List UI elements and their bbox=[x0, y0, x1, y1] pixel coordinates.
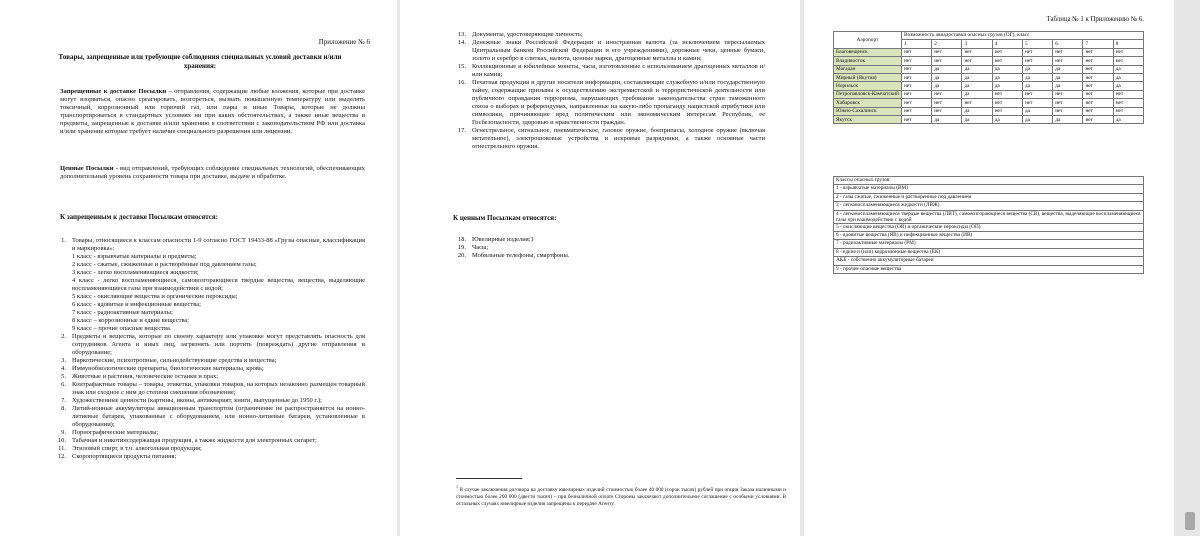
list-item-text bbox=[72, 357, 365, 365]
valuable-definition-text: - вид отправлений, требующих соблюдение специальных технологий, обеспечивающих дополнительный уровень сохранности товара при доставке, выдаче и обработке. bbox=[60, 165, 365, 181]
list-number: 2. bbox=[61, 333, 66, 340]
capability-cell: нет bbox=[932, 99, 962, 107]
capability-cell: да bbox=[1113, 115, 1143, 123]
list-number: 19. bbox=[457, 244, 466, 251]
capability-cell: нет bbox=[901, 73, 931, 81]
list-item-text bbox=[472, 79, 765, 127]
capability-cell: нет bbox=[1113, 90, 1143, 98]
list-item-main: Контрафактные товары – товары, этикетки, упаковки товаров, на которых незаконно размещен товарный знак или сходное с ним до степени смешения обозначение; bbox=[72, 381, 365, 396]
footnote-mark: 1 bbox=[456, 484, 458, 489]
capability-cell: да bbox=[1053, 82, 1083, 90]
capability-cell: нет bbox=[992, 107, 1022, 115]
hazard-class-line: 8 класс – коррозионные и едкие вещества; bbox=[72, 317, 190, 324]
document-page-2 bbox=[400, 0, 800, 536]
legend-row bbox=[834, 202, 1144, 210]
capability-cell: да bbox=[1113, 73, 1143, 81]
hazard-class-line: 9 класс – прочие опасные вещества. bbox=[72, 325, 172, 332]
prohibited-heading: К запрещенным к доставке Посылкам относятся: bbox=[60, 213, 219, 221]
list-item bbox=[452, 63, 765, 79]
table-header-row bbox=[834, 32, 1144, 40]
capability-cell: да bbox=[992, 115, 1022, 123]
list-item-main: Литий-ионные аккумуляторы авиационным транспортом (ограничение не распространяется на ионно-литиевые батареи, упакованные с оборудованием, или ионно-литиевые батареи, установленные в оборудовании); bbox=[72, 405, 365, 428]
airport-name-cell: Петропавловск-Камчатский bbox=[834, 90, 902, 98]
list-item-main: Печатная продукция и другие носители информации, составляющие служебную и/или государственную тайну, содержащие призывы к осуществлению экстремистской и террористической деятельности или публичного оправдания терроризма, нарушающих требования законодательства стран таможенного союза о выборах и референдумах, направленные на какую-либо пропаганду нацистской атрибутики или символики, причиняющие вред политическим или экономическим интересам Республик, ее Госбезопасности, здоровью и нравственности граждан. bbox=[472, 79, 765, 126]
appendix-number: Приложение № 6 bbox=[318, 38, 370, 46]
legend-cell: 2 - газы сжатые, сжиженные и растворенные под давлением bbox=[834, 193, 1144, 201]
capability-cell: нет bbox=[1083, 115, 1113, 123]
legend-row bbox=[834, 257, 1144, 265]
hazard-class-legend bbox=[833, 176, 1144, 274]
legend-row bbox=[834, 248, 1144, 256]
capability-cell: да bbox=[932, 73, 962, 81]
valuable-term: Ценные Посылки bbox=[60, 165, 114, 172]
list-item-text bbox=[472, 244, 765, 252]
capability-cell: нет bbox=[1053, 48, 1083, 56]
list-item-text bbox=[72, 405, 365, 429]
list-item bbox=[452, 127, 765, 151]
list-item bbox=[52, 445, 365, 453]
airport-name-cell: Хабаровск bbox=[834, 99, 902, 107]
capability-cell: нет bbox=[932, 90, 962, 98]
list-item bbox=[452, 39, 765, 63]
capability-cell: да bbox=[962, 107, 992, 115]
capability-cell: нет bbox=[901, 99, 931, 107]
list-item bbox=[52, 357, 365, 365]
airport-name-cell: Норильск bbox=[834, 82, 902, 90]
list-item-text bbox=[472, 39, 765, 63]
list-item bbox=[52, 453, 365, 461]
list-item bbox=[52, 333, 365, 357]
list-item bbox=[452, 244, 765, 252]
list-item-text bbox=[72, 381, 365, 397]
vertical-scrollbar[interactable] bbox=[1183, 0, 1197, 536]
list-item-main: Скоропортящиеся продукты питания; bbox=[72, 453, 177, 460]
page-title: Товары, запрещенные или требующие соблюдения специальных условий доставки и/или хранения: bbox=[58, 53, 342, 70]
capability-cell: да bbox=[992, 82, 1022, 90]
list-item-main: Табачная и никотинсодержащая продукция, а также жидкости для электронных сигарет; bbox=[72, 437, 317, 444]
list-item-main: Этиловый спирт, в т.ч. алкогольная продукция; bbox=[72, 445, 202, 452]
capability-cell: да bbox=[992, 73, 1022, 81]
hazard-class-line: 1 класс - взрывчатые материалы и предметы; bbox=[72, 253, 197, 260]
airport-name-cell: Мирный (Якутия) bbox=[834, 73, 902, 81]
list-item-text bbox=[472, 63, 765, 79]
list-item bbox=[52, 397, 365, 405]
class-number-cell: 2 bbox=[932, 40, 962, 48]
class-number-cell: 4 bbox=[992, 40, 1022, 48]
capability-cell: нет bbox=[1083, 82, 1113, 90]
capability-cell: нет bbox=[1053, 107, 1083, 115]
class-number-cell: 6 bbox=[1053, 40, 1083, 48]
list-item-main: Денежные знаки Российской Федерации и иностранная валюта (за исключением пересылаемых Центральным банком Российской Федерации и его учреждениями), дорожные чеки, ценные бумаги, золото и серебро в слитках, валюта, ценные марки, драгоценные металлы и камни; bbox=[472, 39, 765, 62]
capability-cell: нет bbox=[1113, 99, 1143, 107]
list-item bbox=[452, 252, 765, 260]
list-item-text bbox=[72, 437, 365, 445]
list-item-text bbox=[72, 333, 365, 357]
list-item-main: Художественные ценности (картины, иконы, антикварият, книги, выпущенные до 1950 г.); bbox=[72, 397, 322, 404]
capability-cell: нет bbox=[901, 57, 931, 65]
list-item-main: Наркотические, психотропные, сильнодействующие средства и вещества; bbox=[72, 357, 277, 364]
hazard-class-line: 2 класс - сжатые, сжиженные и растворённые под давлением газы; bbox=[72, 261, 257, 268]
valuable-definition bbox=[60, 165, 365, 181]
hazard-class-line: 4 класс - легко воспламеняющиеся, самовозгорающиеся твердые вещества, вещества, выделяющие воспламеняющиеся газы при взаимодействии с водой; bbox=[72, 277, 365, 292]
list-item bbox=[452, 79, 765, 127]
list-number: 15. bbox=[457, 63, 466, 70]
capability-cell: да bbox=[1053, 73, 1083, 81]
airport-name-cell: Якутск bbox=[834, 115, 902, 123]
legend-row bbox=[834, 185, 1144, 193]
table-caption: Таблица № 1 к Приложению № 6. bbox=[1046, 16, 1144, 23]
list-item-main: Огнестрельное, сигнальное, пневматическое, газовое оружие, боеприпасы, холодное оружие (включая метательное), электрошоковые устройства и искровые разрядники, а также основные части огнестрельного оружия. bbox=[472, 127, 765, 150]
list-item-main: Товары, относящиеся к классам опасности 1-9 согласно ГОСТ 19433-88 «Грузы опасные, классификация и маркировка»: bbox=[72, 237, 365, 252]
capability-cell: нет bbox=[901, 48, 931, 56]
prohibited-definition-text: – отправления, содержащие любые вложения, которые при доставке могут взорваться, опасно среагировать, возгореться, вызвать повышенную температуру или выделять токсичный, коррозионный или горючий газ, или пары и иные Товары, которые не должны транспортироваться в стандартных условиях ни при каких обстоятельствах, а также иные вещества и предметы, запрещенные к доставке и/или хранению в соответствии с законодательством РФ или доставка и/или хранение которые требует наличие специального разрешения или лицензии. bbox=[60, 88, 365, 136]
capability-cell: да bbox=[1022, 82, 1052, 90]
capability-cell: нет bbox=[1053, 90, 1083, 98]
list-item-main: Животные и растения, человеческие останки и прах; bbox=[72, 373, 219, 380]
list-item bbox=[52, 405, 365, 429]
valuable-heading: К ценным Посылкам относятся: bbox=[453, 214, 557, 222]
footnote-text: В случае заключения договора на доставку ювелирных изделий стоимостью более 40 000 (сорок тысяч) рублей при опции Заказа наличными и стоимостью более 200 000 (двести тысяч) – при безналичной оплате Стороны заключают дополнительное соглашение с особыми условиями. В остальных случаях ювелирные изделия запрещены к передаче Агенту. bbox=[456, 486, 786, 508]
capability-cell: нет bbox=[901, 65, 931, 73]
class-number-cell: 7 bbox=[1083, 40, 1113, 48]
capability-cell: да bbox=[1022, 115, 1052, 123]
capability-cell: нет bbox=[962, 57, 992, 65]
prohibited-definition bbox=[60, 88, 365, 137]
list-item-text bbox=[472, 127, 765, 151]
capability-cell: нет bbox=[901, 115, 931, 123]
list-item-text bbox=[72, 365, 365, 373]
capability-cell: нет bbox=[992, 90, 1022, 98]
list-number: 4. bbox=[61, 365, 66, 372]
capability-cell: да bbox=[932, 82, 962, 90]
capability-cell: нет bbox=[992, 48, 1022, 56]
capability-cell: да bbox=[1022, 73, 1052, 81]
legend-row bbox=[834, 265, 1144, 273]
list-item-main: Порнографические материалы; bbox=[72, 429, 159, 436]
list-number: 3. bbox=[61, 357, 66, 364]
table-row bbox=[834, 73, 1144, 81]
list-number: 20. bbox=[457, 252, 466, 259]
legend-cell: 8 - едкие и (или) коррозионные вещества (ЕК) bbox=[834, 248, 1144, 256]
table-row bbox=[834, 82, 1144, 90]
airport-header: Аэропорт bbox=[834, 32, 902, 49]
list-number: 1. bbox=[61, 237, 66, 244]
list-number: 8. bbox=[61, 405, 66, 412]
airport-name-cell: Магадан bbox=[834, 65, 902, 73]
list-item-text bbox=[72, 237, 365, 333]
list-item-main: Иммунобиологические препараты, биологические материалы, кровь; bbox=[72, 365, 264, 372]
footnote-separator bbox=[456, 478, 522, 479]
legend-row bbox=[834, 231, 1144, 239]
capability-cell: нет bbox=[1022, 48, 1052, 56]
capability-cell: да bbox=[932, 115, 962, 123]
table-row bbox=[834, 65, 1144, 73]
capability-cell: нет bbox=[1022, 99, 1052, 107]
capability-cell: нет bbox=[1083, 90, 1113, 98]
legend-cell: 4 - легковоспламеняющиеся твердые вещества (ЛВТ), самовозгорающиеся вещества (СВ), вещества, выделяющие воспламеняющиеся газы при взаимодействии с водой bbox=[834, 210, 1144, 223]
list-item-text bbox=[472, 236, 765, 244]
list-item bbox=[52, 437, 365, 445]
hazard-class-line: 7 класс - радиоактивные материалы; bbox=[72, 309, 173, 316]
capability-cell: да bbox=[962, 65, 992, 73]
footnote bbox=[456, 483, 786, 508]
scrollbar-thumb[interactable] bbox=[1185, 512, 1195, 530]
capability-cell: нет bbox=[992, 57, 1022, 65]
list-item-main: Часы; bbox=[472, 244, 489, 251]
capability-cell: нет bbox=[1083, 73, 1113, 81]
capability-cell: нет bbox=[901, 82, 931, 90]
prohibited-term: Запрещенные к доставке Посылки bbox=[60, 88, 167, 95]
capability-cell: да bbox=[1022, 65, 1052, 73]
list-item-main: Предметы и вещества, которые по своему характеру или упаковке могут представлять опасность для сотрудников Агента и иных лиц, загрязнять или портить (повреждать) другие отправления и оборудование; bbox=[72, 333, 365, 356]
valuable-list bbox=[452, 236, 765, 260]
capability-cell: нет bbox=[1083, 107, 1113, 115]
list-number: 17. bbox=[457, 127, 466, 134]
capability-cell: нет bbox=[1083, 99, 1113, 107]
capability-cell: да bbox=[932, 65, 962, 73]
capability-cell: да bbox=[992, 65, 1022, 73]
list-item-text bbox=[72, 429, 365, 437]
table-row bbox=[834, 107, 1144, 115]
capability-cell: нет bbox=[1022, 57, 1052, 65]
list-number: 18. bbox=[457, 236, 466, 243]
capability-cell: нет bbox=[932, 57, 962, 65]
capability-cell: да bbox=[1113, 65, 1143, 73]
airport-name-cell: Благовещенск bbox=[834, 48, 902, 56]
class-number-cell: 8 bbox=[1113, 40, 1143, 48]
hazard-class-line: 6 класс - ядовитые и инфекционные вещества; bbox=[72, 301, 201, 308]
list-number: 9. bbox=[61, 429, 66, 436]
capability-cell: нет bbox=[962, 48, 992, 56]
capability-cell: нет bbox=[1053, 57, 1083, 65]
capability-cell: да bbox=[962, 90, 992, 98]
capability-cell: нет bbox=[1053, 99, 1083, 107]
list-number: 10. bbox=[57, 437, 66, 444]
hazard-class-line: 5 класс - окисляющие вещества и органические пероксиды; bbox=[72, 293, 238, 300]
capability-cell: нет bbox=[1083, 48, 1113, 56]
list-number: 14. bbox=[457, 39, 466, 46]
list-number: 6. bbox=[61, 381, 66, 388]
capability-cell: нет bbox=[1022, 90, 1052, 98]
capability-cell: да bbox=[1053, 65, 1083, 73]
capability-cell: нет bbox=[1083, 65, 1113, 73]
capability-cell: нет bbox=[1113, 107, 1143, 115]
prohibited-list-continued bbox=[452, 31, 765, 151]
list-item-text bbox=[72, 445, 365, 453]
legend-cell: АКБ - собственно аккумуляторные батареи bbox=[834, 257, 1144, 265]
legend-cell: Классы опасных грузов: bbox=[834, 177, 1144, 185]
list-item bbox=[52, 373, 365, 381]
legend-cell: 3 - легковоспламеняющиеся жидкости (ЛВЖ) bbox=[834, 202, 1144, 210]
airport-name-cell: Южно-Сахалинск bbox=[834, 107, 902, 115]
capability-cell: нет bbox=[932, 48, 962, 56]
legend-cell: 9 - прочие опасные вещества bbox=[834, 265, 1144, 273]
capability-cell: нет bbox=[932, 107, 962, 115]
capability-cell: да bbox=[1022, 107, 1052, 115]
list-item-text bbox=[72, 373, 365, 381]
airport-name-cell: Владивосток bbox=[834, 57, 902, 65]
capability-cell: нет bbox=[1113, 48, 1143, 56]
list-number: 16. bbox=[457, 79, 466, 86]
capability-cell: да bbox=[1113, 82, 1143, 90]
prohibited-list bbox=[52, 237, 365, 461]
list-item bbox=[452, 31, 765, 39]
capability-cell: да bbox=[1053, 115, 1083, 123]
capability-cell: нет bbox=[962, 99, 992, 107]
list-number: 12. bbox=[57, 453, 66, 460]
table-row bbox=[834, 115, 1144, 123]
legend-cell: 5 - окисляющие вещества (ОВ) и органические пероксиды (ОП) bbox=[834, 223, 1144, 231]
capability-cell: нет bbox=[992, 99, 1022, 107]
capability-cell: нет bbox=[901, 107, 931, 115]
list-item-text bbox=[72, 453, 365, 461]
table-row bbox=[834, 99, 1144, 107]
capability-cell: нет bbox=[901, 90, 931, 98]
hazard-class-line: 3 класс - легко воспламеняющиеся жидкости; bbox=[72, 269, 199, 276]
class-number-cell: 3 bbox=[962, 40, 992, 48]
capability-cell: нет bbox=[1083, 57, 1113, 65]
legend-cell: 1 - взрывчатые материалы (ВМ) bbox=[834, 185, 1144, 193]
legend-row bbox=[834, 210, 1144, 223]
table-row bbox=[834, 48, 1144, 56]
list-item-main: Коллекционные и юбилейные монеты, часы, изготовленные с использованием драгоценных металлов и/или камня; bbox=[472, 63, 765, 78]
table-row bbox=[834, 90, 1144, 98]
capability-cell: да bbox=[962, 73, 992, 81]
legend-row bbox=[834, 223, 1144, 231]
list-number: 7. bbox=[61, 397, 66, 404]
capability-cell: нет bbox=[1113, 57, 1143, 65]
list-item bbox=[52, 381, 365, 397]
class-number-cell: 1 bbox=[901, 40, 931, 48]
legend-cell: 6 - ядовитые вещества (ЯВ) и инфекционные вещества (ИВ) bbox=[834, 231, 1144, 239]
list-number: 11. bbox=[58, 445, 66, 452]
list-item-text bbox=[72, 397, 365, 405]
class-number-cell: 5 bbox=[1022, 40, 1052, 48]
document-page-1 bbox=[0, 0, 397, 536]
list-number: 13. bbox=[457, 31, 466, 38]
list-item-text bbox=[472, 31, 765, 39]
capability-header: Возможность авиадоставки опасных грузов (ОГ), класс bbox=[901, 32, 1143, 40]
capability-cell: да bbox=[962, 82, 992, 90]
list-item-main: Мобильные телефоны, смартфоны. bbox=[472, 252, 570, 259]
list-item bbox=[452, 236, 765, 244]
list-item bbox=[52, 365, 365, 373]
airport-capability-table bbox=[833, 31, 1144, 124]
capability-cell: да bbox=[962, 115, 992, 123]
list-item bbox=[52, 429, 365, 437]
legend-row bbox=[834, 193, 1144, 201]
legend-row bbox=[834, 177, 1144, 185]
list-item-main: Документы, удостоверяющие личность; bbox=[472, 31, 583, 38]
list-item-main: Ювелирные изделия;1 bbox=[472, 236, 534, 243]
table-row bbox=[834, 57, 1144, 65]
legend-cell: 7 - радиоактивные материалы (РМ) bbox=[834, 240, 1144, 248]
legend-row bbox=[834, 240, 1144, 248]
list-item bbox=[52, 237, 365, 333]
list-item-text bbox=[472, 252, 765, 260]
list-number: 5. bbox=[61, 373, 66, 380]
